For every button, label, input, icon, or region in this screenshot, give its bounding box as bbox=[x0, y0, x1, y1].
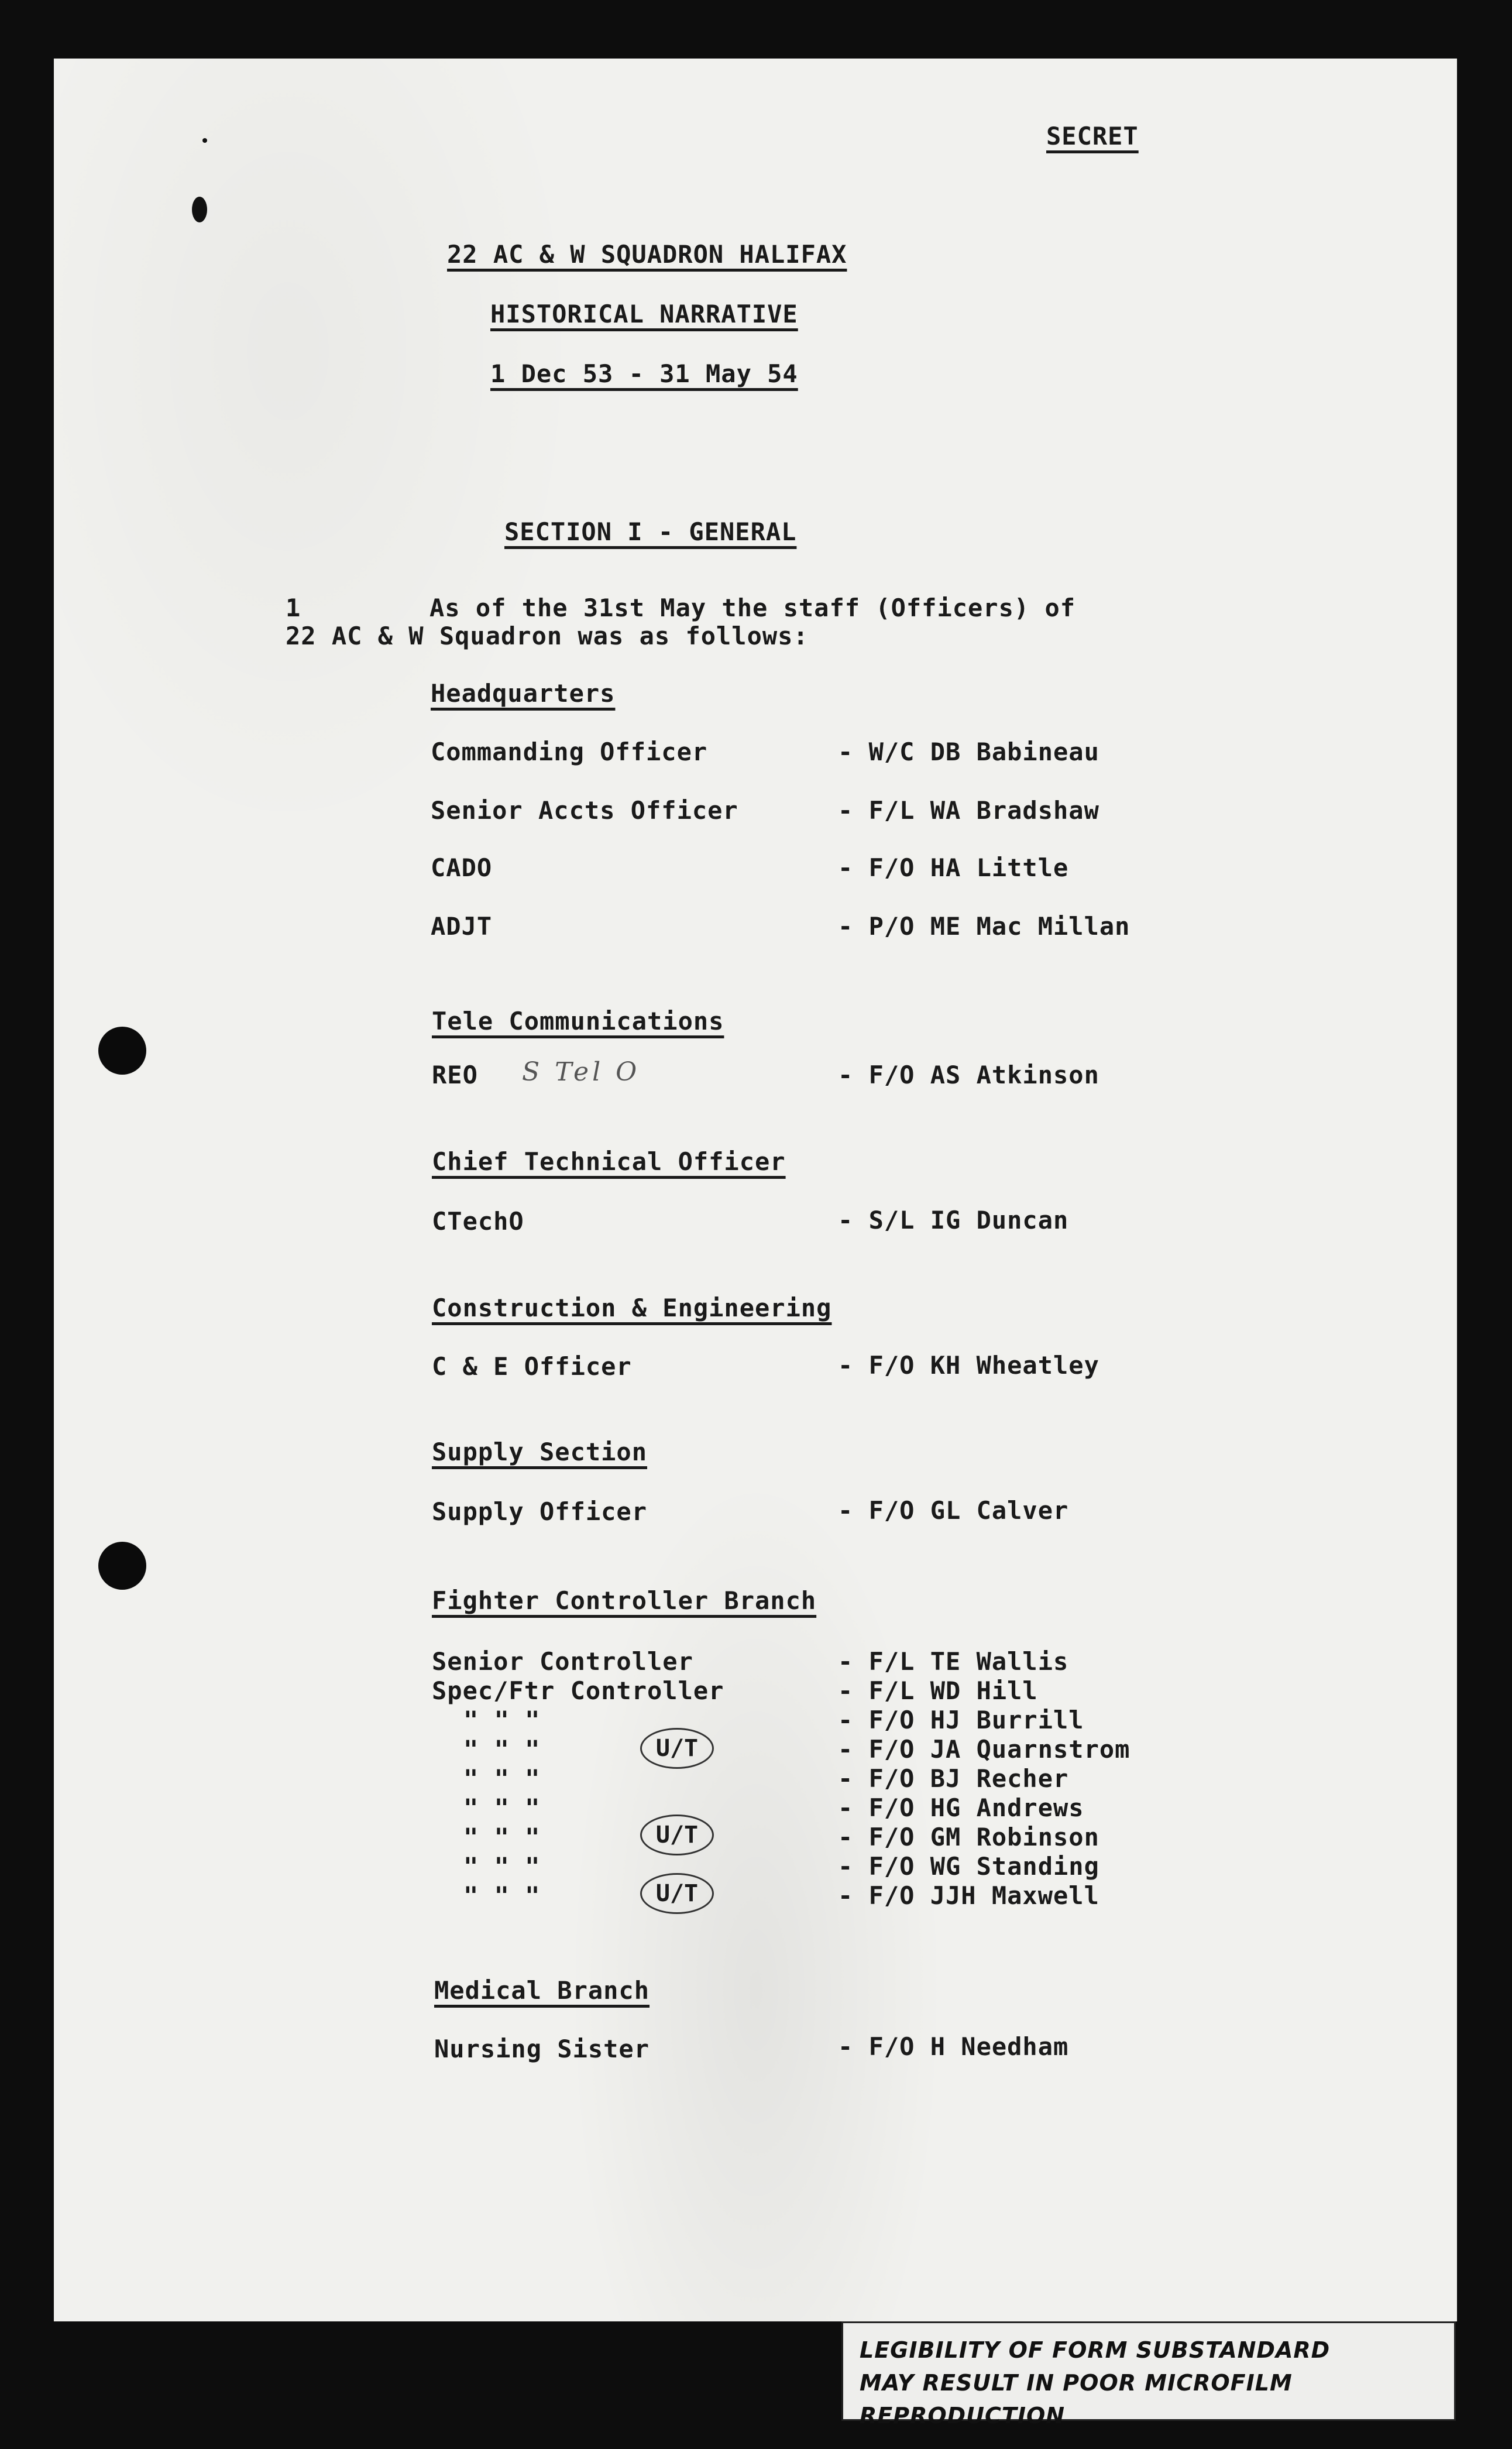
officer-name: - F/O BJ Recher bbox=[838, 1764, 1069, 1793]
officer-name: - F/O JA Quarnstrom bbox=[838, 1735, 1130, 1764]
classification-mark: SECRET bbox=[1046, 122, 1139, 150]
intro-line-1: As of the 31st May the staff (Officers) of bbox=[429, 594, 1076, 622]
handwritten-annotation: S Tel O bbox=[522, 1057, 641, 1087]
ditto-marks: " " " bbox=[463, 1706, 541, 1734]
ditto-marks: " " " bbox=[463, 1793, 541, 1822]
role-label: CTechO bbox=[432, 1207, 524, 1236]
officer-name: - F/O HJ Burrill bbox=[838, 1706, 1084, 1734]
section-title: SECTION I - GENERAL bbox=[504, 517, 797, 546]
ditto-marks: " " " bbox=[463, 1764, 541, 1793]
role-label: Senior Accts Officer bbox=[431, 796, 738, 825]
ditto-marks: " " " bbox=[463, 1852, 541, 1881]
officer-name: - F/O KH Wheatley bbox=[838, 1351, 1099, 1380]
header-title: 22 AC & W SQUADRON HALIFAX bbox=[447, 240, 847, 269]
punch-hole bbox=[98, 1542, 146, 1590]
officer-name: - F/O HG Andrews bbox=[838, 1793, 1084, 1822]
role-label: REO bbox=[432, 1061, 478, 1089]
officer-name: - F/L WD Hill bbox=[838, 1676, 1038, 1705]
officer-name: - F/O GM Robinson bbox=[838, 1823, 1099, 1851]
heading-tele-communications: Tele Communications bbox=[432, 1007, 724, 1035]
document-page bbox=[54, 59, 1457, 2321]
header-subtitle: HISTORICAL NARRATIVE bbox=[490, 300, 798, 328]
officer-name: - F/L TE Wallis bbox=[838, 1647, 1069, 1676]
ink-speck bbox=[192, 197, 207, 222]
punch-hole bbox=[98, 1027, 146, 1075]
heading-chief-technical-officer: Chief Technical Officer bbox=[432, 1147, 786, 1176]
ut-annotation: U/T bbox=[640, 1873, 714, 1914]
role-label: Commanding Officer bbox=[431, 738, 708, 766]
role-label: ADJT bbox=[431, 912, 493, 941]
ut-annotation: U/T bbox=[640, 1815, 714, 1855]
officer-name: - F/O GL Calver bbox=[838, 1496, 1069, 1525]
ditto-marks: " " " bbox=[463, 1881, 541, 1910]
role-label: Nursing Sister bbox=[434, 2035, 650, 2063]
ditto-marks: " " " bbox=[463, 1823, 541, 1851]
officer-name: - W/C DB Babineau bbox=[838, 738, 1099, 766]
heading-construction-engineering: Construction & Engineering bbox=[432, 1294, 832, 1322]
officer-name: - F/O WG Standing bbox=[838, 1852, 1099, 1881]
officer-name: - F/O AS Atkinson bbox=[838, 1061, 1099, 1089]
header-date-range: 1 Dec 53 - 31 May 54 bbox=[490, 359, 798, 388]
ditto-marks: " " " bbox=[463, 1735, 541, 1764]
officer-name: - F/O H Needham bbox=[838, 2032, 1069, 2061]
heading-supply-section: Supply Section bbox=[432, 1438, 648, 1466]
role-label: C & E Officer bbox=[432, 1352, 632, 1381]
officer-name: - F/O JJH Maxwell bbox=[838, 1881, 1099, 1910]
officer-name: - F/O HA Little bbox=[838, 853, 1069, 882]
officer-name: - S/L IG Duncan bbox=[838, 1206, 1069, 1234]
paragraph-number: 1 bbox=[286, 594, 301, 622]
role-label: Senior Controller bbox=[432, 1647, 693, 1676]
stamp-line-1: LEGIBILITY OF FORM SUBSTANDARD bbox=[860, 2337, 1331, 2363]
role-label: Spec/Ftr Controller bbox=[432, 1676, 724, 1705]
officer-name: - F/L WA Bradshaw bbox=[838, 796, 1099, 825]
stamp-line-2: MAY RESULT IN POOR MICROFILM REPRODUCTION bbox=[860, 2370, 1293, 2429]
legibility-stamp bbox=[841, 2321, 1456, 2429]
heading-headquarters: Headquarters bbox=[431, 679, 616, 708]
officer-name: - P/O ME Mac Millan bbox=[838, 912, 1130, 941]
heading-fighter-controller-branch: Fighter Controller Branch bbox=[432, 1586, 817, 1615]
heading-medical-branch: Medical Branch bbox=[434, 1976, 650, 2005]
role-label: CADO bbox=[431, 853, 493, 882]
ink-speck bbox=[202, 138, 207, 143]
intro-line-2: 22 AC & W Squadron was as follows: bbox=[286, 622, 809, 650]
role-label: Supply Officer bbox=[432, 1497, 648, 1526]
ut-annotation: U/T bbox=[640, 1728, 714, 1769]
